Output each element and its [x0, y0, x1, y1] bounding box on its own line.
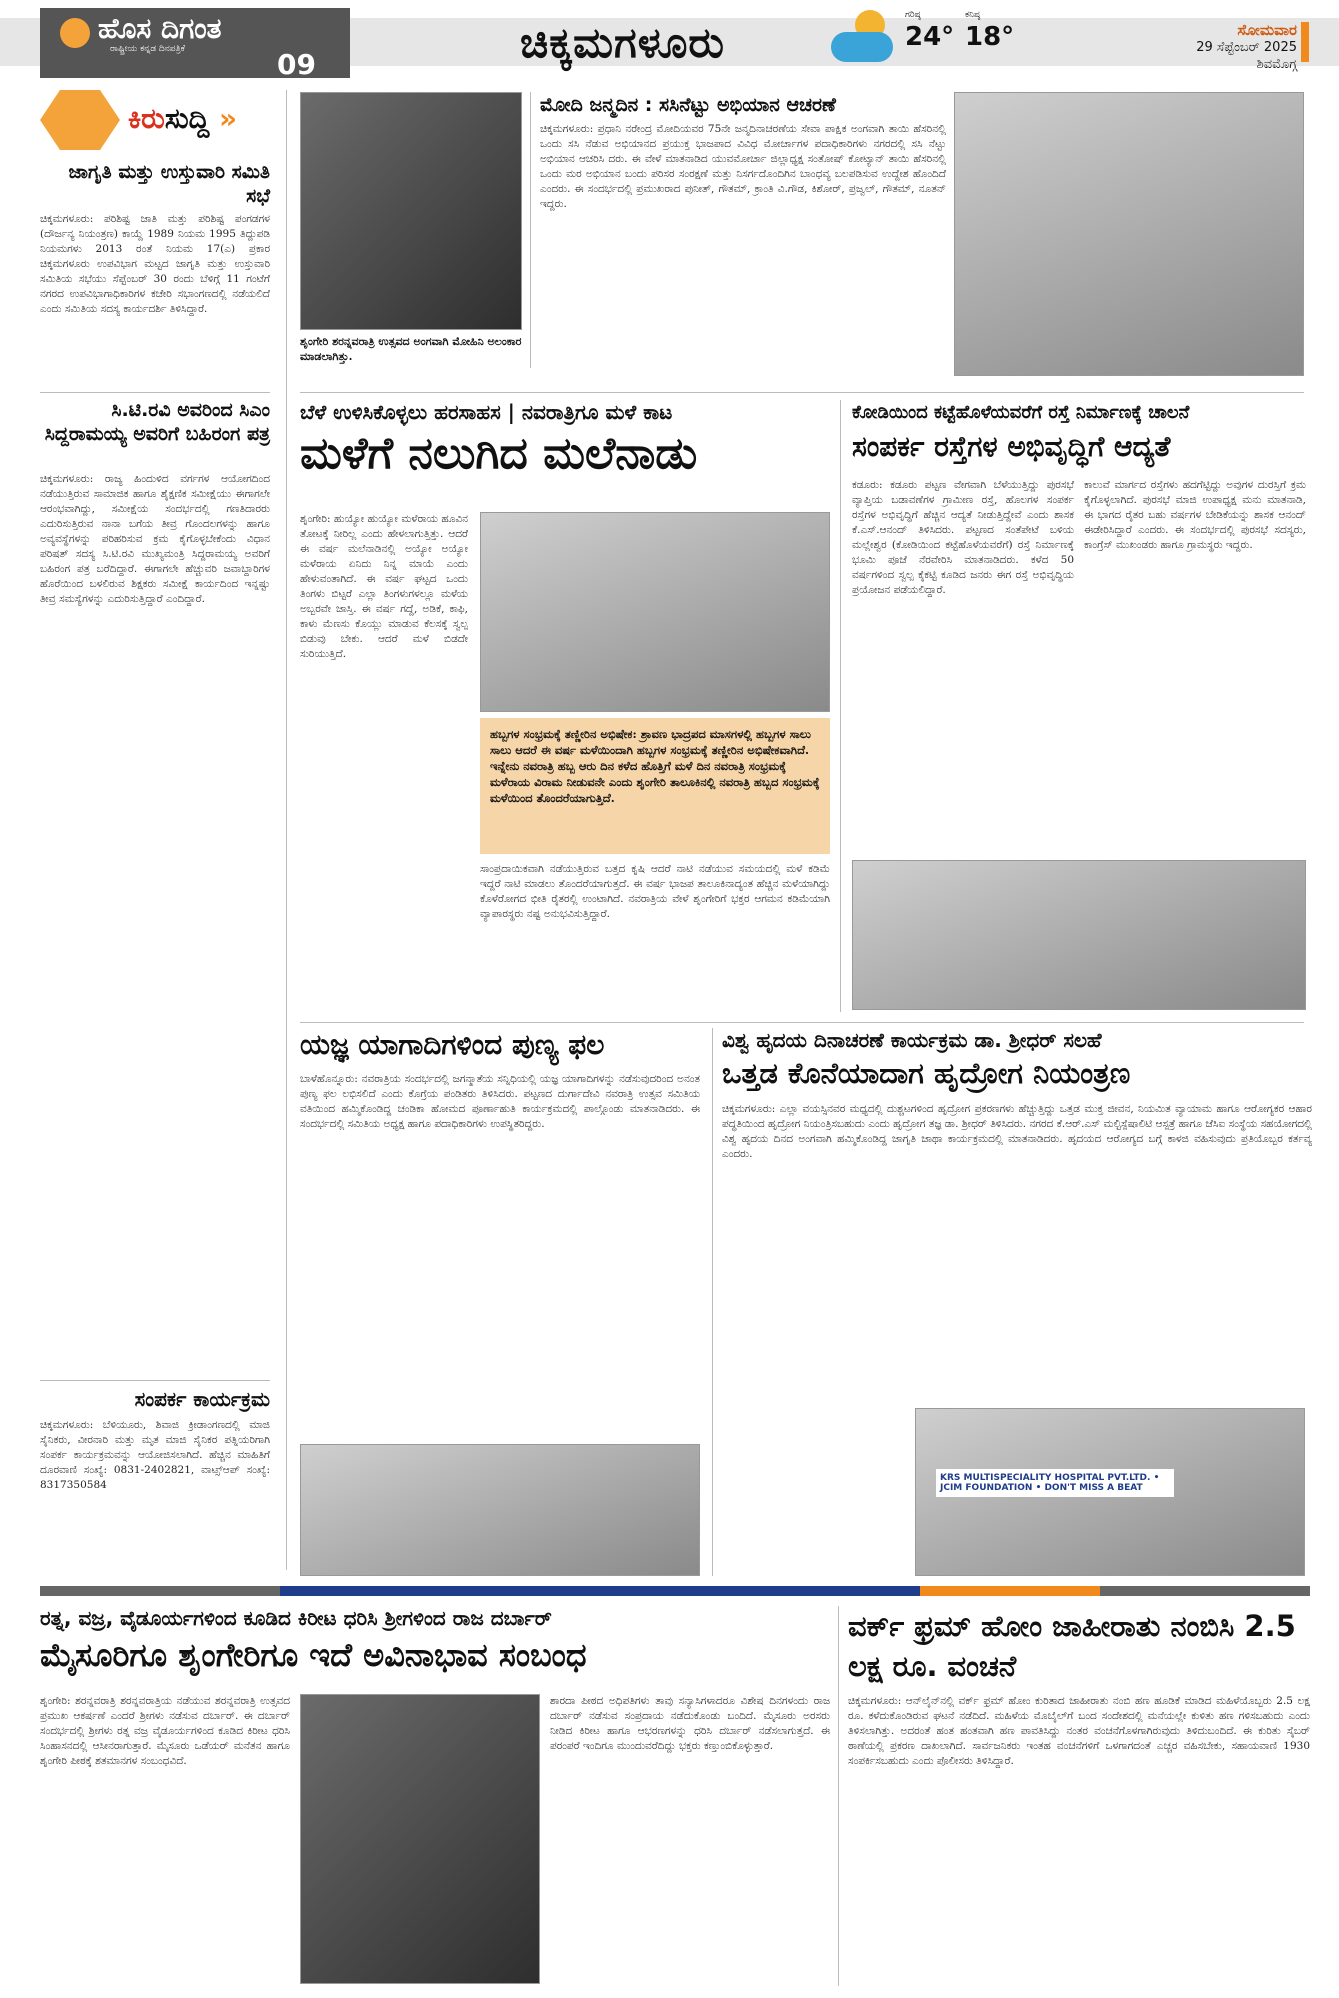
- article-body: ಬಾಳೆಹೊನ್ನೂರು: ನವರಾತ್ರಿಯ ಸಂದರ್ಭದಲ್ಲಿ ಜಗನ್ಮಾತೆಯ ಸನ್ನಿಧಿಯಲ್ಲಿ ಯಜ್ಞ ಯಾಗಾದಿಗಳನ್ನು ನಡೆಸುವುದರಿಂದ ಅನಂತ ಪುಣ್ಯ ಫಲ ಲಭಿಸಲಿದೆ ಎಂದು ಕೊಗ್ರೆಯ ಪಂಡಿತರು ತಿಳಿಸಿದರು. ಪಟ್ಟಣದ ದುರ್ಗಾದೇವಿ ನವರಾತ್ರಿ ಉತ್ಸವ ಸಮಿತಿಯ ವತಿಯಿಂದ ಹಮ್ಮಿಕೊಂಡಿದ್ದ ಚಂಡಿಕಾ ಹೋಮದ ಪೂರ್ಣಾಹುತಿ ಕಾರ್ಯಕ್ರಮದಲ್ಲಿ ಪಾಲ್ಗೊಂಡು ಮಾತನಾಡಿದರು. ಈ ಸಂದರ್ಭದಲ್ಲಿ ಸಮಿತಿಯ ಅಧ್ಯಕ್ಷ ಹಾಗೂ ಪದಾಧಿಕಾರಿಗಳು ಉಪಸ್ಥಿತರಿದ್ದರು.: [300, 1073, 700, 1130]
- article-kicker: ಕೋಡಿಯಿಂದ ಕಟ್ಟೆಹೊಳೆಯವರೆಗೆ ರಸ್ತೆ ನಿರ್ಮಾಣಕ್ಕೆ ಚಾಲನೆ: [852, 402, 1190, 423]
- hand-icon: [40, 90, 120, 150]
- section-bar: [920, 1586, 1100, 1596]
- column-divider: [286, 90, 287, 1570]
- article-headline: ಮೈಸೂರಿಗೂ ಶೃಂಗೇರಿಗೂ ಇದೆ ಅವಿನಾಭಾವ ಸಂಬಂಧ: [40, 1636, 587, 1674]
- district-title: ಚಿಕ್ಕಮಗಳೂರು: [520, 18, 725, 67]
- article-headline: ಒತ್ತಡ ಕೊನೆಯಾದಾಗ ಹೃದ್ರೋಗ ನಿಯಂತ್ರಣ: [722, 1056, 1131, 1090]
- photo-caption: ಶೃಂಗೇರಿ ಶರನ್ನವರಾತ್ರಿ ಉತ್ಸವದ ಅಂಗವಾಗಿ ಮೋಹಿನಿ ಅಲಂಕಾರ ಮಾಡಲಾಗಿತ್ತು.: [300, 335, 522, 363]
- page-number: 09: [277, 48, 316, 81]
- highlight-box: ಹಬ್ಬಗಳ ಸಂಭ್ರಮಕ್ಕೆ ತಣ್ಣೀರಿನ ಅಭಿಷೇಕ: ಶ್ರಾವಣ ಭಾದ್ರಪದ ಮಾಸಗಳಲ್ಲಿ ಹಬ್ಬಗಳ ಸಾಲು ಸಾಲು ಆದರೆ ಈ ವರ್ಷ ಮಳೆಯಿಂದಾಗಿ ಹಬ್ಬಗಳ ಸಂಭ್ರಮಕ್ಕೆ ತಣ್ಣೀರಿನ ಅಭಿಷೇಕವಾಗಿದೆ. ಇನ್ನೇನು ನವರಾತ್ರಿ ಹಬ್ಬ ಆರು ದಿನ ಕಳೆದ ಹೊತ್ತಿಗೆ ಮಳೆ ದಿನ ನವರಾತ್ರಿ ಸಂಭ್ರಮಕ್ಕೆ ಮಳೆರಾಯ ವಿರಾಮ ನೀಡುವನೇ ಎಂದು ಶೃಂಗೇರಿ ತಾಲೂಕಿನಲ್ಲಿ ನವರಾತ್ರಿ ಹಬ್ಬದ ಸಂಭ್ರಮಕ್ಕೆ ಮಳೆಯಿಂದ ತೊಂದರೆಯಾಗುತ್ತಿದೆ.: [480, 718, 830, 854]
- column-divider: [712, 1028, 713, 1576]
- divider: [40, 392, 270, 393]
- temp-min: [965, 10, 1015, 52]
- article-body: ಕಾಲುವೆ ಮಾರ್ಗದ ರಸ್ತೆಗಳು ಹದಗೆಟ್ಟಿದ್ದು ಅವುಗಳ ದುರಸ್ತಿಗೆ ಕ್ರಮ ಕೈಗೊಳ್ಳಲಾಗಿದೆ. ಪುರಸಭೆ ಮಾಜಿ ಉಪಾಧ್ಯಕ್ಷ ಮನು ಮಾತನಾಡಿ, ಈ ಭಾಗದ ರೈತರ ಬಹು ವರ್ಷಗಳ ಬೇಡಿಕೆಯನ್ನು ಶಾಸಕ ಆನಂದ್ ಈಡೇರಿಸಿದ್ದಾರೆ ಎಂದರು. ಈ ಸಂದರ್ಭದಲ್ಲಿ ಪುರಸಭೆ ಸದಸ್ಯರು, ಕಾಂಗ್ರೆಸ್ ಮುಖಂಡರು ಹಾಗೂ ಗ್ರಾಮಸ್ಥರು ಇದ್ದರು.: [1084, 479, 1306, 551]
- temp-min-value: 18°: [965, 22, 1015, 52]
- weather-icon: [825, 10, 895, 68]
- logo-emblem-icon: [60, 18, 90, 48]
- weekday: ಸೋಮವಾರ: [1237, 21, 1297, 39]
- article-body: ಕಡೂರು: ಕಡೂರು ಪಟ್ಟಣ ವೇಗವಾಗಿ ಬೆಳೆಯುತ್ತಿದ್ದು ಪುರಸಭೆ ವ್ಯಾಪ್ತಿಯ ಬಡಾವಣೆಗಳ ಗ್ರಾಮೀಣ ರಸ್ತೆ, ಹೊಲಗಳ ಸಂಪರ್ಕ ರಸ್ತೆಗಳ ಅಭಿವೃದ್ಧಿಗೆ ಹೆಚ್ಚಿನ ಆದ್ಯತೆ ನೀಡುತ್ತಿದ್ದೇವೆ ಎಂದು ಶಾಸಕ ಕೆ.ಎಸ್.ಆನಂದ್ ತಿಳಿಸಿದರು. ಪಟ್ಟಣದ ಸಂತೆಪೇಟೆ ಬಳಿಯ ಮಲ್ಲೇಶ್ವರ (ಕೋಡಿಯಿಂದ ಕಟ್ಟೆಹೊಳೆಯವರೆಗೆ) ರಸ್ತೆ ನಿರ್ಮಾಣಕ್ಕೆ ಭೂಮಿ ಪೂಜೆ ನೆರವೇರಿಸಿ ಮಾತನಾಡಿದರು. ಕಳೆದ 50 ವರ್ಷಗಳಿಂದ ಸ್ವಲ್ಪ ಕೈಕಟ್ಟಿ ಕೂಡಿದ ಜನರು ಈಗ ರಸ್ತೆ ಅಭಿವೃದ್ಧಿಯ ಪ್ರಯೋಜನ ಪಡೆಯಲಿದ್ದಾರೆ.: [852, 479, 1074, 596]
- kiru-suddi-badge: ಕಿರುಸುದ್ದಿ »: [40, 90, 270, 152]
- cloud-icon: [831, 32, 893, 62]
- article-headline: ಮಳೆಗೆ ನಲುಗಿದ ಮಲೆನಾಡು: [300, 428, 698, 479]
- hospital-banner: KRS MULTISPECIALITY HOSPITAL PVT.LTD. • JCIM FOUNDATION • DON'T MISS A BEAT: [936, 1469, 1174, 1497]
- deity-photo: [300, 92, 522, 330]
- news-body: ಚಿಕ್ಕಮಗಳೂರು: ಬೆಳಿಯೂರು, ಶಿವಾಜಿ ಕ್ರೀಡಾಂಗಣದಲ್ಲಿ ಮಾಜಿ ಸೈನಿಕರು, ವೀರನಾರಿ ಮತ್ತು ಮೃತ ಮಾಜಿ ಸೈನಿಕರ ಪತ್ನಿಯರಿಗಾಗಿ ಸಂಪರ್ಕ ಕಾರ್ಯಕ್ರಮವನ್ನು ಆಯೋಜಿಸಲಾಗಿದೆ. ಹೆಚ್ಚಿನ ಮಾಹಿತಿಗೆ ದೂರವಾಣಿ ಸಂಖ್ಯೆ: 0831-2402821, ವಾಟ್ಸ್ಆಪ್ ಸಂಖ್ಯೆ: 8317350584: [40, 1419, 270, 1491]
- article-body: ಶಾರದಾ ಪೀಠದ ಅಧಿಪತಿಗಳು ತಾವು ಸನ್ಯಾಸಿಗಳಾದರೂ ವಿಶೇಷ ದಿನಗಳಂದು ರಾಜ ದರ್ಬಾರ್ ನಡೆಸುವ ಸಂಪ್ರದಾಯ ನಡೆದುಕೊಂಡು ಬಂದಿದೆ. ಮೈಸೂರು ಅರಸರು ನೀಡಿದ ಕಿರೀಟ ಹಾಗೂ ಆಭರಣಗಳನ್ನು ಧರಿಸಿ ದರ್ಬಾರ್ ನಡೆಸಲಾಗುತ್ತದೆ. ಈ ಪರಂಪರೆ ಇಂದಿಗೂ ಮುಂದುವರೆದಿದ್ದು ಭಕ್ತರು ಕಣ್ತುಂಬಿಕೊಳ್ಳುತ್ತಾರೆ.: [550, 1695, 830, 1752]
- article-body: ಚಿಕ್ಕಮಗಳೂರು: ಎಲ್ಲಾ ವಯಸ್ಸಿನವರ ಮಧ್ಯದಲ್ಲಿ ದುಶ್ಚಟಗಳಿಂದ ಹೃದ್ರೋಗ ಪ್ರಕರಣಗಳು ಹೆಚ್ಚುತ್ತಿದ್ದು ಒತ್ತಡ ಮುಕ್ತ ಜೀವನ, ನಿಯಮಿತ ವ್ಯಾಯಾಮ ಹಾಗೂ ಆರೋಗ್ಯಕರ ಆಹಾರ ಪದ್ಧತಿಯಿಂದ ಹೃದ್ರೋಗ ನಿಯಂತ್ರಿಸಬಹುದು ಎಂದು ಹೃದ್ರೋಗ ತಜ್ಞ ಡಾ. ಶ್ರೀಧರ್ ತಿಳಿಸಿದರು. ನಗರದ ಕೆ.ಆರ್.ಎಸ್ ಮಲ್ಟಿಸ್ಪೆಷಾಲಿಟಿ ಆಸ್ಪತ್ರೆ ಹಾಗೂ ಜೆಸಿಐ ಸಂಸ್ಥೆಯ ಸಹಯೋಗದಲ್ಲಿ ವಿಶ್ವ ಹೃದಯ ದಿನದ ಅಂಗವಾಗಿ ಹಮ್ಮಿಕೊಂಡಿದ್ದ ಜಾಗೃತಿ ಜಾಥಾ ಕಾರ್ಯಕ್ರಮದಲ್ಲಿ ಮಾತನಾಡಿದರು. ಹೃದಯದ ಆರೋಗ್ಯದ ಬಗ್ಗೆ ಕಾಳಜಿ ವಹಿಸುವುದು ಪ್ರತಿಯೊಬ್ಬರ ಕರ್ತವ್ಯ ಎಂದರು.: [722, 1103, 1312, 1160]
- date-block: [1196, 22, 1297, 73]
- article-kicker: ಬೆಳೆ ಉಳಿಸಿಕೊಳ್ಳಲು ಹರಸಾಹಸ | ನವರಾತ್ರಿಗೂ ಮಳೆ ಕಾಟ: [300, 400, 673, 424]
- logo-tagline: ರಾಷ್ಟ್ರೀಯ ಕನ್ನಡ ದಿನಪತ್ರಿಕೆ: [110, 44, 186, 54]
- news-headline: ಸಿ.ಟಿ.ರವಿ ಅವರಿಂದ ಸಿಎಂ ಸಿದ್ದರಾಮಯ್ಯ ಅವರಿಗೆ ಬಹಿರಂಗ ಪತ್ರ: [44, 399, 270, 445]
- column-divider: [530, 92, 531, 368]
- temp-max-value: 24°: [905, 22, 955, 52]
- newspaper-logo: [40, 8, 350, 81]
- news-body: ಚಿಕ್ಕಮಗಳೂರು: ಪರಿಶಿಷ್ಟ ಜಾತಿ ಮತ್ತು ಪರಿಶಿಷ್ಟ ಪಂಗಡಗಳ (ದೌರ್ಜನ್ಯ ನಿಯಂತ್ರಣ) ಕಾಯ್ದೆ 1989 ನಿಯಮ 1995 ತಿದ್ದುಪಡಿ ನಿಯಮಗಳು 2013 ರಂತೆ ನಿಯಮ 17(ಎ) ಪ್ರಕಾರ ಚಿಕ್ಕಮಗಳೂರು ಉಪವಿಭಾಗ ಮಟ್ಟದ ಜಾಗೃತಿ ಮತ್ತು ಉಸ್ತುವಾರಿ ಸಮಿತಿಯ ಸಭೆಯು ಸೆಪ್ಟೆಂಬರ್ 30 ರಂದು ಬೆಳಿಗ್ಗೆ 11 ಗಂಟೆಗೆ ನಗರದ ಉಪವಿಭಾಗಾಧಿಕಾರಿಗಳ ಕಚೇರಿ ಸಭಾಂಗಣದಲ್ಲಿ ನಡೆಯಲಿದೆ ಎಂದು ಸಮಿತಿಯ ಸದಸ್ಯ ಕಾರ್ಯದರ್ಶಿ ತಿಳಿಸಿದ್ದಾರೆ.: [40, 213, 270, 315]
- date: 29 ಸೆಪ್ಟೆಂಬರ್ 2025: [1196, 40, 1297, 55]
- article-body: ಚಿಕ್ಕಮಗಳೂರು: ಪ್ರಧಾನಿ ನರೇಂದ್ರ ಮೋದಿಯವರ 75ನೇ ಜನ್ಮದಿನಾಚರಣೆಯ ಸೇವಾ ಪಾಕ್ಷಿಕ ಅಂಗವಾಗಿ ತಾಯಿ ಹೆಸರಿನಲ್ಲಿ ಒಂದು ಸಸಿ ನೆಡುವ ಅಭಿಯಾನದ ಪ್ರಯುಕ್ತ ಭಾಜಪಾದ ವಿವಿಧ ಮೋರ್ಚಾಗಳ ಪದಾಧಿಕಾರಿಗಳು ನಗರದಲ್ಲಿ ಸಸಿ ನೆಟ್ಟು ಅಭಿಯಾನ ಆಚರಿಸಿ ದರು. ಈ ವೇಳೆ ಮಾತನಾಡಿದ ಯುವಮೋರ್ಚಾ ಜಿಲ್ಲಾಧ್ಯಕ್ಷ ಸಂತೋಷ್ ಕೋಟ್ಯಾನ್ ತಾಯಿ ಹೆಸರಿನಲ್ಲಿ ಒಂದು ಮರ ಅಭಿಯಾನ ಬಂದು ಪರಿಸರ ಸಂರಕ್ಷಣೆ ಮತ್ತು ನಿಸರ್ಗದೊಂದಿಗಿನ ಬಾಂಧವ್ಯ ಬಲಪಡಿಸುವ ಉದ್ದೇಶ ಹೊಂದಿದೆ ಎಂದರು. ಈ ಸಂದರ್ಭದಲ್ಲಿ ಪ್ರಮುಖರಾದ ಪುನೀತ್, ಗೌತಮ್, ಕ್ರಾಂತಿ ವಿ.ಗೌಡ, ಕಿಶೋರ್, ಪ್ರಜ್ವಲ್, ಗೌತಮ್, ನೂತನ್ ಇದ್ದರು.: [540, 123, 946, 210]
- temp-min-label: ಕನಿಷ್ಠ: [965, 10, 981, 20]
- temp-max-label: ಗರಿಷ್ಠ: [905, 10, 921, 20]
- divider: [40, 1380, 270, 1381]
- logo-title: ಹೊಸ ದಿಗಂತ: [98, 12, 222, 45]
- swamiji-durbar-photo: [300, 1694, 540, 1984]
- news-headline: ಸಂಪರ್ಕ ಕಾರ್ಯಕ್ರಮ: [134, 1387, 270, 1411]
- article-headline: ಸಂಪರ್ಕ ರಸ್ತೆಗಳ ಅಭಿವೃದ್ಧಿಗೆ ಆದ್ಯತೆ: [852, 430, 1171, 463]
- article-body: ಚಿಕ್ಕಮಗಳೂರು: ಆನ್‌ಲೈನ್‌ನಲ್ಲಿ ವರ್ಕ್ ಫ್ರಮ್ ಹೋಂ ಕುರಿತಾದ ಜಾಹೀರಾತು ನಂಬಿ ಹಣ ಹೂಡಿಕೆ ಮಾಡಿದ ಮಹಿಳೆಯೊಬ್ಬರು 2.5 ಲಕ್ಷ ರೂ. ಕಳೆದುಕೊಂಡಿರುವ ಘಟನೆ ನಡೆದಿದೆ. ಮಹಿಳೆಯ ಮೊಬೈಲ್‌ಗೆ ಬಂದ ಸಂದೇಶದಲ್ಲಿ ಮನೆಯಲ್ಲೇ ಕುಳಿತು ಹಣ ಗಳಿಸಬಹುದು ಎಂದು ತಿಳಿಸಲಾಗಿತ್ತು. ಅದರಂತೆ ಹಂತ ಹಂತವಾಗಿ ಹಣ ಪಾವತಿಸಿದ್ದು ನಂತರ ವಂಚನೆಗೊಳಗಾಗಿರುವುದು ತಿಳಿದುಬಂದಿದೆ. ಈ ಕುರಿತು ಸೈಬರ್ ಠಾಣೆಯಲ್ಲಿ ಪ್ರಕರಣ ದಾಖಲಾಗಿದೆ. ಸಾರ್ವಜನಿಕರು ಇಂತಹ ವಂಚನೆಗಳಿಗೆ ಒಳಗಾಗದಂತೆ ಎಚ್ಚರ ವಹಿಸಬೇಕು, ಸಹಾಯವಾಣಿ 1930 ಸಂಪರ್ಕಿಸಬಹುದು ಎಂದು ಪೊಲೀಸರು ತಿಳಿಸಿದ್ದಾರೆ.: [848, 1695, 1310, 1767]
- edition: ಶಿವಮೊಗ್ಗ: [1256, 57, 1297, 72]
- article-body: ಶೃಂಗೇರಿ: ಹುಯ್ಯೋ ಹುಯ್ಯೋ ಮಳೆರಾಯ ಹೂವಿನ ತೋಟಕ್ಕೆ ನೀರಿಲ್ಲ ಎಂದು ಹೇಳಲಾಗುತ್ತಿತ್ತು. ಆದರೆ ಈ ವರ್ಷ ಮಲೆನಾಡಿನಲ್ಲಿ ಅಯ್ಯೋ ಅಯ್ಯೋ ಮಳೆರಾಯ ಏನಿದು ನಿನ್ನ ಮಾಯೆ ಎಂದು ಹೇಳುವಂತಾಗಿದೆ. ಈ ವರ್ಷ ಘಟ್ಟದ ಒಂದು ತಿಂಗಳು ಬಿಟ್ಟರೆ ಎಲ್ಲಾ ತಿಂಗಳುಗಳಲ್ಲೂ ಮಳೆಯ ಅಬ್ಬರವೇ ಜಾಸ್ತಿ. ಈ ವರ್ಷ ಗದ್ದೆ, ಅಡಿಕೆ, ಕಾಫಿ, ಕಾಳು ಮೆಣಸು ಕೊಯ್ಲು ಮಾಡುವ ಕೆಲಸಕ್ಕೆ ಸ್ವಲ್ಪ ಬಿಡುವು ಬೇಕು. ಆದರೆ ಮಳೆ ಬಿಡದೇ ಸುರಿಯುತ್ತಿದೆ.: [300, 513, 468, 660]
- section-bar: [1100, 1586, 1310, 1596]
- article-body: ಶೃಂಗೇರಿ: ಶರನ್ನವರಾತ್ರಿ ಶರನ್ನವರಾತ್ರಿಯ ನಡೆಯುವ ಶರನ್ನವರಾತ್ರಿ ಉತ್ಸವದ ಪ್ರಮುಖ ಆಕರ್ಷಣೆ ಎಂದರೆ ಶ್ರೀಗಳು ನಡೆಸುವ ದರ್ಬಾರ್. ಈ ದರ್ಬಾರ್ ಸಂದರ್ಭದಲ್ಲಿ ಶ್ರೀಗಳು ರತ್ನ ವಜ್ರ ವೈಡೂರ್ಯಗಳಿಂದ ಕೂಡಿದ ಕಿರೀಟ ಧರಿಸಿ ಸಿಂಹಾಸನದಲ್ಲಿ ಆಸೀನರಾಗುತ್ತಾರೆ. ಮೈಸೂರು ಒಡೆಯರ್ ಮನೆತನ ಹಾಗೂ ಶೃಂಗೇರಿ ಪೀಠಕ್ಕೆ ಶತಮಾನಗಳ ಸಂಬಂಧವಿದೆ.: [40, 1695, 290, 1767]
- section-bar: [40, 1586, 280, 1596]
- article-headline: ವರ್ಕ್ ಫ್ರಮ್ ಹೋಂ ಜಾಹೀರಾತು ನಂಬಿಸಿ 2.5 ಲಕ್ಷ ರೂ. ವಂಚನೆ: [848, 1609, 1296, 1683]
- article-headline: ಯಜ್ಞ ಯಾಗಾದಿಗಳಿಂದ ಪುಣ್ಯ ಫಲ: [300, 1028, 605, 1061]
- sringeri-river-photo: [480, 512, 830, 712]
- divider: [300, 392, 1304, 393]
- temp-max: [905, 10, 955, 52]
- column-divider: [840, 400, 841, 1012]
- section-bar: [280, 1586, 920, 1596]
- heart-day-walkathon-photo: [915, 1408, 1305, 1576]
- accent-bar: [1301, 22, 1309, 62]
- divider: [300, 1022, 1304, 1023]
- article-kicker: ರತ್ನ, ವಜ್ರ, ವೈಡೂರ್ಯಗಳಿಂದ ಕೂಡಿದ ಕಿರೀಟ ಧರಿಸಿ ಶ್ರೀಗಳಿಂದ ರಾಜ ದರ್ಬಾರ್: [40, 1606, 552, 1630]
- article-body: ಸಾಂಪ್ರದಾಯಿಕವಾಗಿ ನಡೆಯುತ್ತಿರುವ ಬತ್ತದ ಕೃಷಿ ಆದರೆ ನಾಟಿ ನಡೆಯುವ ಸಮಯದಲ್ಲಿ ಮಳೆ ಕಡಿಮೆ ಇದ್ದರೆ ನಾಟಿ ಮಾಡಲು ತೊಂದರೆಯಾಗುತ್ತದೆ. ಈ ವರ್ಷ ಭಾಜಪ ತಾಲೂಕಿನಾದ್ಯಂತ ಹೆಚ್ಚಿನ ಮಳೆಯಾಗಿದ್ದು ಕೊಳೆರೋಗದ ಭೀತಿ ರೈತರಲ್ಲಿ ಉಂಟಾಗಿದೆ. ನವರಾತ್ರಿಯ ವೇಳೆ ಶೃಂಗೇರಿಗೆ ಭಕ್ತರ ಆಗಮನ ಕಡಿಮೆಯಾಗಿ ವ್ಯಾಪಾರಸ್ಥರು ನಷ್ಟ ಅನುಭವಿಸುತ್ತಿದ್ದಾರೆ.: [480, 863, 830, 920]
- article-kicker: ವಿಶ್ವ ಹೃದಯ ದಿನಾಚರಣೆ ಕಾರ್ಯಕ್ರಮ ಡಾ. ಶ್ರೀಧರ್ ಸಲಹೆ: [722, 1028, 1102, 1052]
- news-body: ಚಿಕ್ಕಮಗಳೂರು: ರಾಜ್ಯ ಹಿಂದುಳಿದ ವರ್ಗಗಳ ಆಯೋಗದಿಂದ ನಡೆಯುತ್ತಿರುವ ಸಾಮಾಜಿಕ ಹಾಗೂ ಶೈಕ್ಷಣಿಕ ಸಮೀಕ್ಷೆಯು ಈಗಾಗಲೇ ಆರಂಭವಾಗಿದ್ದು, ಸಮೀಕ್ಷೆಯ ಸಂದರ್ಭದಲ್ಲಿ ಗಣತಿದಾರರು ಎದುರಿಸುತ್ತಿರುವ ನಾನಾ ಬಗೆಯ ತೀವ್ರ ಗೊಂದಲಗಳನ್ನು ಹಾಗೂ ಅವ್ಯವಸ್ಥೆಗಳನ್ನು ಪರಿಹರಿಸುವ ಕ್ರಮ ಕೈಗೊಳ್ಳಬೇಕೆಂದು ವಿಧಾನ ಪರಿಷತ್ ಸದಸ್ಯ ಸಿ.ಟಿ.ರವಿ ಮುಖ್ಯಮಂತ್ರಿ ಸಿದ್ದರಾಮಯ್ಯ ಅವರಿಗೆ ಬಹಿರಂಗ ಪತ್ರ ಬರೆದಿದ್ದಾರೆ. ಈಗಾಗಲೇ ಹೆಚ್ಚುವರಿ ಜವಾಬ್ದಾರಿಗಳ ಹೊರೆಯಿಂದ ಬಳಲಿರುವ ಶಿಕ್ಷಕರು ಸಮೀಕ್ಷೆ ಕಾರ್ಯದಿಂದ ಇನ್ನಷ್ಟು ತೀವ್ರ ಸಮಸ್ಯೆಗಳನ್ನು ಎದುರಿಸುತ್ತಿದ್ದಾರೆ ಎಂದಿದ್ದಾರೆ.: [40, 473, 270, 605]
- tree-planting-photo: [954, 92, 1304, 376]
- road-inauguration-photo: [852, 860, 1306, 1010]
- kiru-label-b: ಸುದ್ದಿ: [164, 102, 210, 135]
- column-divider: [838, 1606, 839, 1986]
- article-headline: ಮೋದಿ ಜನ್ಮದಿನ : ಸಸಿನೆಟ್ಟು ಅಭಿಯಾನ ಆಚರಣೆ: [540, 94, 836, 116]
- news-headline: ಜಾಗೃತಿ ಮತ್ತು ಉಸ್ತುವಾರಿ ಸಮಿತಿ ಸಭೆ: [68, 161, 270, 207]
- kiru-label-a: ಕಿರು: [128, 102, 165, 135]
- yajna-photo: [300, 1444, 700, 1576]
